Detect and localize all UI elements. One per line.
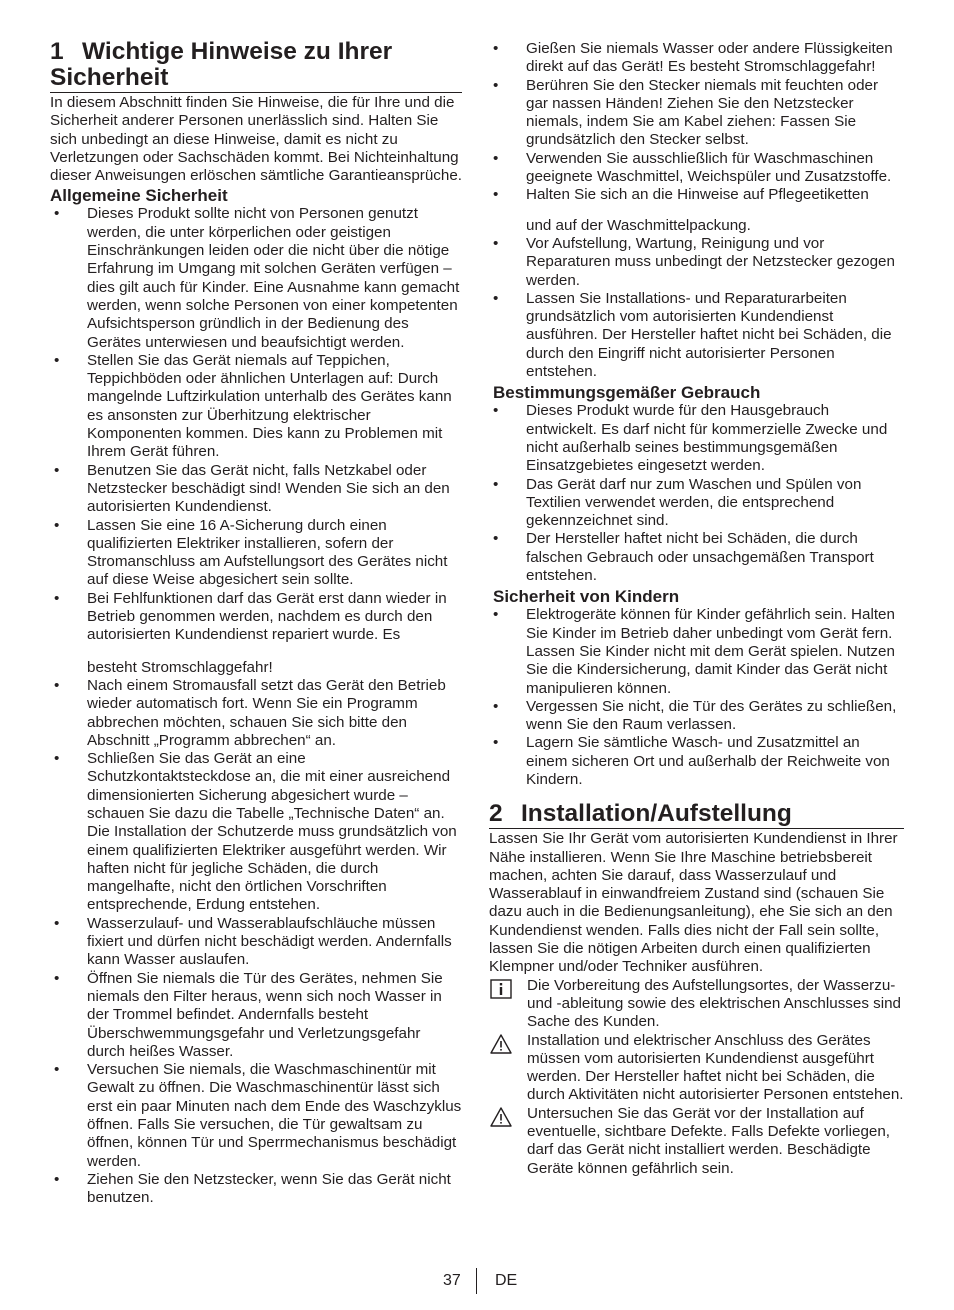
list-item: • Lagern Sie sämtliche Wasch- und Zusatzmittel an einem sicheren Ort und außerhalb der Reichweite von Kindern.	[493, 734, 890, 788]
section-1-title: 1 Wichtige Hinweise zu Ihrer Sicherheit	[50, 39, 462, 93]
list-item: • Gießen Sie niemals Wasser oder andere Flüssigkeiten direkt auf das Gerät! Es besteht Stromschlaggefahr!	[493, 40, 893, 76]
page-number: 37	[443, 1272, 461, 1289]
list-item: • Vergessen Sie nicht, die Tür des Gerätes zu schließen, wenn Sie den Raum verlassen.	[493, 697, 897, 734]
list-item: • Schließen Sie das Gerät an eine Schutzkontaktsteckdose an, die mit einer ausreichend dimensionierten Sicherung abgesichert wurde – schauen Sie dazu die Tabelle „Technische Daten“ an. Die Installation der Schutzerde muss grundsätzlich von einem qualifizierten Elektriker ausgeführt werden. Wir haften nicht für jegliche Schäden, die durch mangelhafte, nicht den örtlichen Vorschriften entsprechende, Erdung entstehen.	[54, 750, 457, 914]
list-item: • Ziehen Sie den Netzstecker, wenn Sie das Gerät nicht benutzen.	[54, 1170, 451, 1207]
left-column	[50, 39, 462, 1208]
list-item: • Stellen Sie das Gerät niemals auf Teppichen, Teppichböden oder ähnlichen Unterlagen auf: Durch mangelnde Luftzirkulation unterhalb des Gerätes kann es ansonsten zur Überhitzung elektrischer Komponenten kommen. Dies kann zu Problemen mit Ihrem Gerät führen.	[54, 351, 452, 461]
section-2-title: 2 Installation/Aufstellung	[489, 801, 904, 829]
list-item: • Versuchen Sie niemals, die Waschmaschinentür mit Gewalt zu öffnen. Die Waschmaschinentür lässt sich erst ein paar Minuten nach dem Ende des Waschzyklus öffnen. Falls Sie versuchen, die Tür gewaltsam zu öffnen, können Tür und Sperrmechanismus beschädigt werden.	[54, 1061, 462, 1170]
list-item: • Verwenden Sie ausschließlich für Waschmaschinen geeignete Waschmittel, Weichspüler und Zusatzstoffe.	[493, 149, 892, 186]
warning-note: Installation und elektrischer Anschluss des Gerätes müssen vom autorisierten Kundendienst ausgeführt werden. Der Hersteller haftet nicht bei Schäden, die durch Aktivitäten nicht autorisierter Personen entstehen.	[489, 1032, 904, 1105]
list-item: • Dieses Produkt wurde für den Hausgebrauch entwickelt. Es darf nicht für kommerzielle Zwecke und nicht außerhalb seines bestimmungsgemäßen Einsatzgebietes eingesetzt werden.	[493, 402, 888, 475]
info-icon	[490, 979, 512, 999]
list-item: • Lassen Sie Installations- und Reparaturarbeiten grundsätzlich vom autorisierten Kundendienst ausführen. Der Hersteller haftet nicht bei Schäden, die durch den Eingriff nicht autorisierter Personen entstehen.	[493, 289, 892, 381]
section-2-intro: Lassen Sie Ihr Gerät vom autorisierten Kundendienst in Ihrer Nähe installieren. Wenn Sie Ihre Maschine betriebsbereit machen, achten Sie darauf, dass Wasserzulauf und Wasserablauf in einwandfreiem Zustand sind (schauen Sie dazu auch in die Bedienungsanleitung), ehe Sie sich an den Kundendienst wenden. Falls dies nicht der Fall sein sollte, lassen Sie die nötigen Arbeiten durch einen qualifizierten Klempner und/oder Techniker ausführen.	[489, 830, 898, 976]
list-item: • Dieses Produkt sollte nicht von Personen genutzt werden, die unter körperlichen oder geistigen Einschränkungen leiden oder die nicht über die nötige Erfahrung im Umgang mit solchen Geräten verfügen – dies gilt auch für Kinder. Eine Ausnahme kann gemacht werden, wenn solche Personen von einer kompetenten Aufsichtsperson gründlich in der Bedienung des Gerätes unterwiesen und beaufsichtigt werden.	[54, 205, 460, 351]
list-item: • Wasserzulauf- und Wasserablaufschläuche müssen fixiert und dürfen nicht beschädigt werden. Andernfalls kann Wasser auslaufen.	[54, 914, 452, 969]
warning-icon	[490, 1034, 512, 1054]
intended-use-heading: Bestimmungsgemäßer Gebrauch	[493, 383, 761, 403]
list-item-continuation: und auf der Waschmittelpackung.	[526, 216, 751, 234]
list-item-continuation: besteht Stromschlaggefahr!	[87, 658, 273, 676]
list-item: • Benutzen Sie das Gerät nicht, falls Netzkabel oder Netzstecker beschädigt sind! Wenden Sie sich an den autorisierten Kundendienst.	[54, 461, 450, 516]
warning-note: Untersuchen Sie das Gerät vor der Installation auf eventuelle, sichtbare Defekte. Falls Defekte vorliegen, darf das Gerät nicht installiert werden. Beschädigte Geräte können gefährlich sein.	[489, 1105, 904, 1178]
list-item: • Lassen Sie eine 16 A-Sicherung durch einen qualifizierten Elektriker installieren, sofern der Stromanschluss am Aufstellungsort des Gerätes nicht auf diese Weise abgesichert sein sollte.	[54, 516, 448, 589]
info-note: Die Vorbereitung des Aufstellungsortes, der Wasserzu- und -ableitung sowie des elektrischen Anschlusses sind Sache des Kunden.	[489, 977, 904, 1032]
section-1-intro: In diesem Abschnitt finden Sie Hinweise, die für Ihre und die Sicherheit anderer Personen unerlässlich sind. Halten Sie sich unbedingt an diese Hinweise, damit es nicht zu Verletzungen oder Sachschäden kommt. Bei Nichteinhaltung dieser Anweisungen erlöschen sämtliche Garantieansprüche.	[50, 94, 462, 185]
language-code: DE	[495, 1272, 518, 1289]
list-item: • Der Hersteller haftet nicht bei Schäden, die durch falschen Gebrauch oder unsachgemäßen Transport entstehen.	[493, 530, 874, 585]
footer-divider	[476, 1268, 477, 1294]
page-footer	[0, 1268, 954, 1298]
general-safety-heading: Allgemeine Sicherheit	[50, 186, 228, 206]
list-item: • Vor Aufstellung, Wartung, Reinigung und vor Reparaturen muss unbedingt der Netzstecker gezogen werden.	[493, 234, 895, 289]
list-item: • Nach einem Stromausfall setzt das Gerät den Betrieb wieder automatisch fort. Wenn Sie ein Programm abbrechen möchten, schauen Sie sich bitte den Abschnitt „Programm abbrechen“ an.	[54, 676, 446, 749]
list-item: • Elektrogeräte können für Kinder gefährlich sein. Halten Sie Kinder im Betrieb daher unbedingt vom Gerät fern. Lassen Sie Kinder nicht mit dem Gerät spielen. Nutzen Sie die Kindersicherung, damit Kinder das Gerät nicht manipulieren können.	[493, 606, 895, 697]
child-safety-heading: Sicherheit von Kindern	[493, 587, 680, 607]
list-item: • Das Gerät darf nur zum Waschen und Spülen von Textilien verwendet werden, die entsprechend gekennzeichnet sind.	[493, 475, 862, 530]
warning-icon	[490, 1107, 512, 1127]
list-item: • Bei Fehlfunktionen darf das Gerät erst dann wieder in Betrieb genommen werden, nachdem es durch den autorisierten Kundendienst repariert wurde. Es	[54, 589, 447, 644]
list-item: • Halten Sie sich an die Hinweise auf Pflegeetiketten	[493, 186, 869, 204]
child-safety-list	[489, 606, 904, 789]
intended-use-list	[489, 402, 904, 585]
safety-list-continued	[489, 40, 904, 381]
right-column	[489, 40, 904, 1178]
list-item: • Berühren Sie den Stecker niemals mit feuchten oder gar nassen Händen! Ziehen Sie den Netzstecker niemals, indem Sie am Kabel ziehen: Fassen Sie grundsätzlich den Stecker selbst.	[493, 76, 879, 149]
general-safety-list	[50, 205, 462, 1207]
list-item: • Öffnen Sie niemals die Tür des Gerätes, nehmen Sie niemals den Filter heraus, wenn sich noch Wasser in der Trommel befindet. Andernfalls besteht Überschwemmungsgefahr und Verletzungsgefahr durch heißes Wasser.	[54, 969, 443, 1060]
